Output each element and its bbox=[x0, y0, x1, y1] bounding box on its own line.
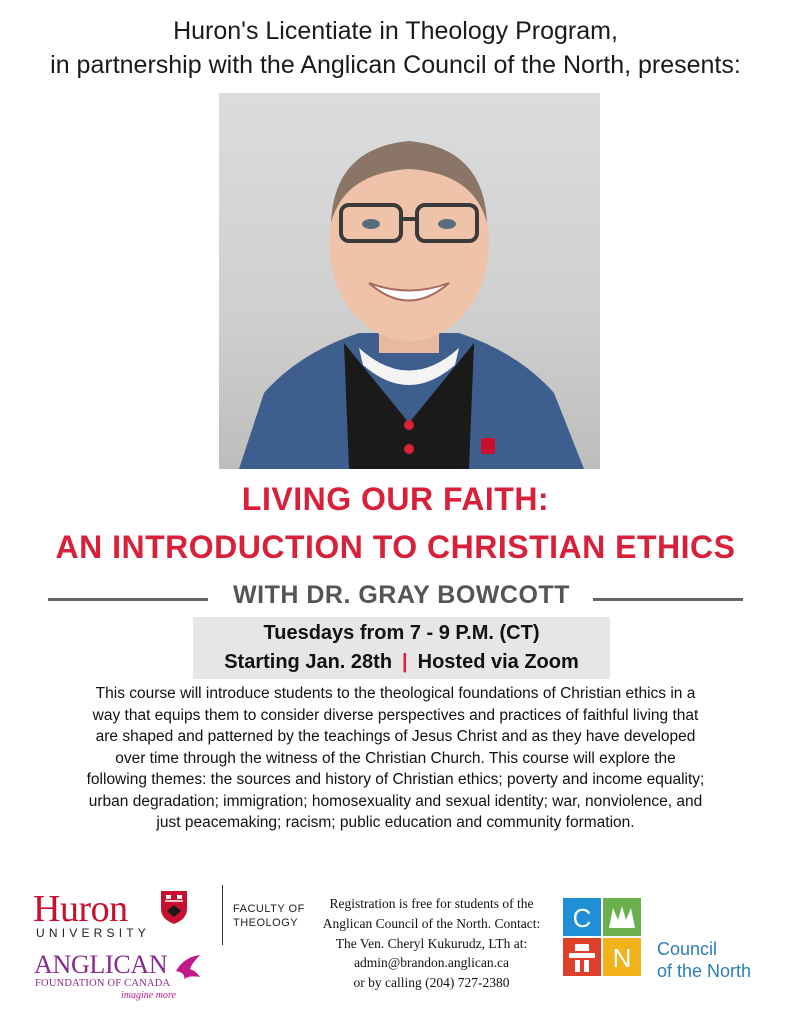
registration-line: The Ven. Cheryl Kukurudz, LTh at: bbox=[335, 935, 528, 951]
right-divider bbox=[593, 598, 743, 601]
description-line: way that equips them to consider diverse perspectives and practices of faithful living that bbox=[92, 706, 699, 724]
registration-line: Registration is free for students of the bbox=[329, 896, 534, 911]
portrait-illustration bbox=[219, 93, 600, 469]
registration-info bbox=[304, 894, 559, 993]
anglican-wordmark: ANGLICAN bbox=[34, 950, 168, 979]
council-of-the-north-logo-icon bbox=[563, 898, 643, 978]
description-line: are shaped and patterned by the teachings of Jesus Christ and as they have developed bbox=[95, 728, 696, 745]
schedule-hosted: Hosted via Zoom bbox=[417, 651, 579, 673]
schedule-time: Tuesdays from 7 - 9 P.M. (CT) bbox=[263, 622, 540, 644]
presenter-row bbox=[48, 581, 743, 615]
huron-crest-icon bbox=[159, 889, 189, 925]
schedule-box bbox=[193, 617, 610, 679]
course-title-line-2: AN INTRODUCTION TO CHRISTIAN ETHICS bbox=[55, 529, 736, 565]
description-line: just peacemaking; racism; public education and community formation. bbox=[156, 814, 635, 831]
course-description bbox=[28, 683, 763, 834]
schedule-details bbox=[193, 651, 610, 674]
council-of-the-north-name bbox=[657, 938, 751, 982]
council-line-1: Council bbox=[657, 939, 718, 959]
registration-email: admin@brandon.anglican.ca bbox=[354, 955, 509, 971]
huron-wordmark: Huron bbox=[33, 888, 128, 930]
dove-icon bbox=[174, 953, 202, 983]
svg-text:C: C bbox=[572, 903, 592, 933]
faculty-line-1: FACULTY OF bbox=[233, 903, 305, 915]
schedule-separator: | bbox=[402, 651, 408, 673]
huron-university-logo bbox=[33, 887, 223, 947]
description-line: following themes: the sources and history of Christian ethics; poverty and income equality; bbox=[86, 771, 705, 788]
faculty-line-2: THEOLOGY bbox=[233, 917, 299, 929]
description-line: over time through the witness of the Christian Church. This course will explore the bbox=[115, 749, 676, 767]
presenter-name: WITH DR. GRAY BOWCOTT bbox=[233, 581, 570, 609]
left-divider bbox=[48, 598, 208, 601]
portrait-photo bbox=[219, 93, 600, 469]
registration-line: Anglican Council of the North. Contact: bbox=[322, 915, 541, 931]
schedule-start: Starting Jan. 28th bbox=[224, 651, 393, 673]
course-title-line-1: LIVING OUR FAITH: bbox=[241, 481, 550, 517]
faculty-of-theology bbox=[233, 902, 305, 930]
huron-subtitle: UNIVERSITY bbox=[36, 926, 151, 940]
anglican-subtitle: FOUNDATION OF CANADA bbox=[35, 978, 171, 989]
header-line-1: Huron's Licentiate in Theology Program, bbox=[173, 17, 618, 45]
svg-text:N: N bbox=[612, 943, 632, 973]
anglican-tagline: imagine more bbox=[121, 990, 176, 1001]
description-line: This course will introduce students to the theological foundations of Christian ethics in a bbox=[95, 685, 696, 702]
header-line-2: in partnership with the Anglican Council of the North, presents: bbox=[50, 51, 741, 79]
anglican-foundation-logo bbox=[34, 950, 209, 1005]
logo-divider bbox=[222, 885, 223, 945]
description-line: urban degradation; immigration; homosexuality and sexual identity; war, nonviolence, and bbox=[88, 792, 703, 810]
header bbox=[0, 14, 791, 82]
council-line-2: of the North bbox=[657, 961, 752, 981]
registration-phone: or by calling (204) 727-2380 bbox=[353, 975, 510, 991]
